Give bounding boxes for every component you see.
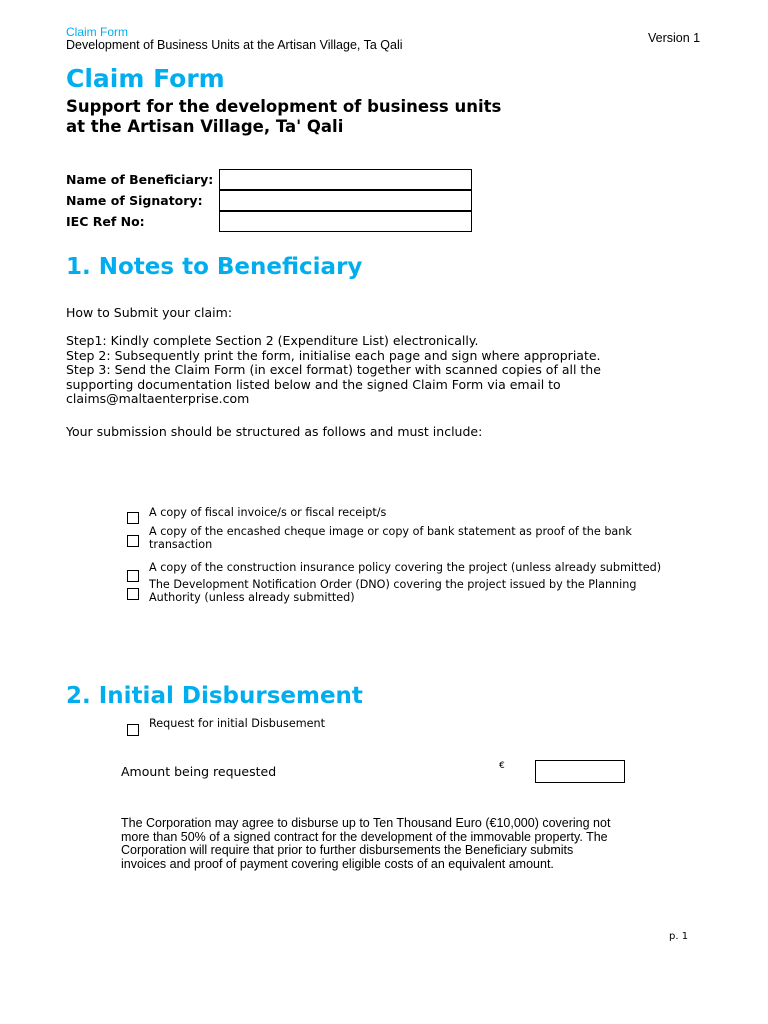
step-line: supporting documentation listed below and the signed Claim Form via email to: [66, 376, 561, 392]
amount-label: Amount being requested: [121, 764, 277, 779]
checkbox-fiscal-invoice[interactable]: [127, 512, 139, 524]
iec-ref-label: IEC Ref No:: [66, 214, 145, 229]
checkbox-bank-statement[interactable]: [127, 535, 139, 547]
disbursement-paragraph: The Corporation may agree to disburse up to Ten Thousand Euro (€10,000) covering not more than 50% of a signed contract for the development of the immovable property. The Corporation will require that prior to further disbursements the Beneficiary submits invoices and proof of payment covering eligible costs of an equivalent amount.: [121, 816, 611, 871]
currency-symbol: €: [499, 761, 505, 771]
page-number: p. 1: [669, 931, 689, 942]
checkbox-initial-disbursement[interactable]: [127, 724, 139, 736]
header-subtitle: Development of Business Units at the Artisan Village, Ta Qali: [66, 38, 403, 52]
step-line: Step 2: Subsequently print the form, initialise each page and sign where appropriate.: [66, 347, 601, 363]
checklist-item: The Development Notification Order (DNO) covering the project issued by the Planning Authority (unless already submitted): [149, 578, 637, 604]
beneficiary-name-label: Name of Beneficiary:: [66, 172, 214, 187]
checkbox-dno[interactable]: [127, 588, 139, 600]
document-title: Claim Form: [66, 64, 225, 93]
beneficiary-name-field[interactable]: [219, 169, 472, 190]
header-title: Claim Form: [66, 25, 128, 39]
how-to-submit: How to Submit your claim:: [66, 305, 233, 320]
checklist-item: A copy of fiscal invoice/s or fiscal receipt/s: [149, 506, 387, 519]
section1-heading: 1. Notes to Beneficiary: [66, 254, 363, 280]
amount-field[interactable]: [535, 760, 625, 783]
checklist-item: A copy of the encashed cheque image or copy of bank statement as proof of the bank transaction: [149, 525, 632, 551]
section2-heading: 2. Initial Disbursement: [66, 683, 363, 709]
step-line: Step 3: Send the Claim Form (in excel format) together with scanned copies of all the: [66, 362, 601, 377]
structure-note: Your submission should be structured as follows and must include:: [66, 424, 483, 439]
signatory-name-field[interactable]: [219, 190, 472, 211]
document-subtitle: Support for the development of business units at the Artisan Village, Ta' Qali: [66, 97, 502, 136]
iec-ref-field[interactable]: [219, 211, 472, 232]
steps-block: [66, 334, 666, 407]
signatory-name-label: Name of Signatory:: [66, 193, 203, 208]
request-label: Request for initial Disbusement: [149, 717, 325, 730]
checklist-item: A copy of the construction insurance policy covering the project (unless already submitted): [149, 561, 662, 574]
step-line: Step1: Kindly complete Section 2 (Expenditure List) electronically.: [66, 333, 479, 348]
version-label: Version 1: [648, 31, 701, 45]
checkbox-insurance-policy[interactable]: [127, 570, 139, 582]
email-link[interactable]: claims@maltaenterprise.com: [66, 391, 250, 406]
